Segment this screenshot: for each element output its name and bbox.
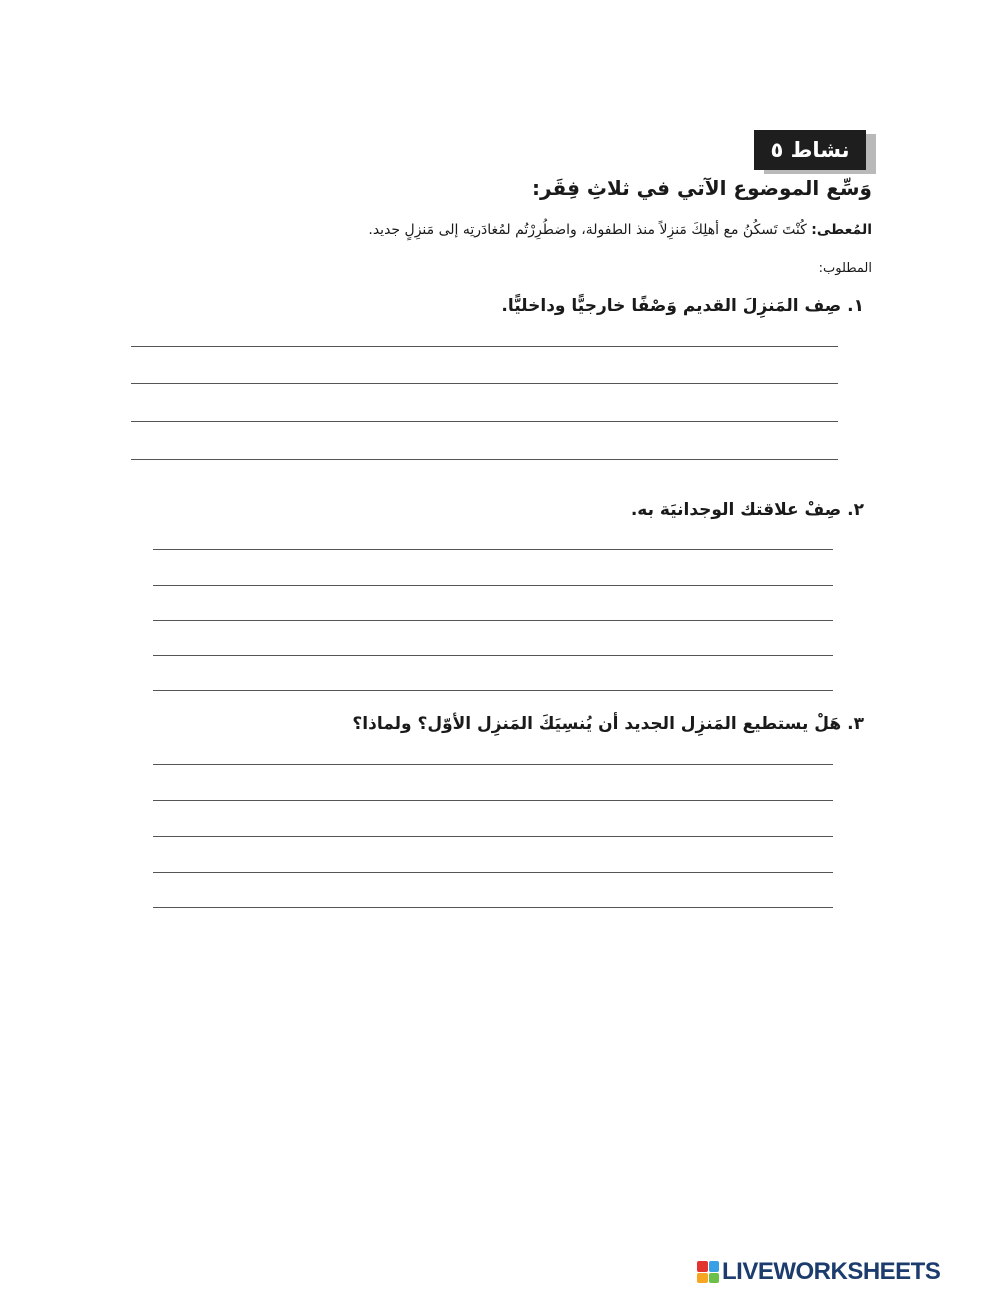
answer-line-q1-4[interactable] [131, 459, 838, 460]
answer-line-q1-2[interactable] [131, 383, 838, 384]
answer-line-q3-4[interactable] [153, 872, 833, 873]
answer-line-q2-1[interactable] [153, 549, 833, 550]
answer-line-q2-3[interactable] [153, 620, 833, 621]
question-3-text: هَلْ يستطيع المَنزِل الجديد أن يُنسِيَكَ المَنزِل الأوّل؟ ولماذا؟ [352, 714, 842, 734]
question-1 [501, 296, 864, 316]
question-3 [352, 714, 864, 734]
question-3-number: ٣. [847, 714, 864, 734]
given-label: المُعطى: [811, 222, 872, 238]
question-2-text: صِفْ علاقتك الوجدانيَة به. [630, 500, 842, 520]
answer-line-q3-3[interactable] [153, 836, 833, 837]
question-1-text: صِف المَنزِلَ القديم وَصْفًا خارجيًّا وداخليًّا. [501, 296, 842, 316]
answer-line-q2-5[interactable] [153, 690, 833, 691]
given-statement [368, 222, 872, 238]
required-label: المطلوب: [818, 261, 872, 276]
given-text: كُنْتَ تَسكُنُ مع أهلِكَ مَنزِلاً منذ الطفولة، واضطُرِرْتُم لمُغادَرتِه إلى مَنزِلٍ جديد. [368, 222, 807, 238]
answer-line-q1-3[interactable] [131, 421, 838, 422]
answer-line-q2-2[interactable] [153, 585, 833, 586]
liveworksheets-logo-icon [697, 1261, 719, 1283]
activity-badge: نشاط ٥ [754, 130, 866, 170]
answer-line-q2-4[interactable] [153, 655, 833, 656]
answer-line-q1-1[interactable] [131, 346, 838, 347]
logo-square-blue [709, 1261, 720, 1272]
answer-line-q3-2[interactable] [153, 800, 833, 801]
instruction-heading: وَسِّع الموضوع الآتي في ثلاثِ فِقَر: [532, 176, 872, 200]
answer-line-q3-1[interactable] [153, 764, 833, 765]
logo-text: LIVEWORKSHEETS [722, 1258, 941, 1285]
question-1-number: ١. [847, 296, 864, 316]
liveworksheets-logo [697, 1257, 994, 1287]
logo-square-orange [697, 1273, 708, 1284]
logo-square-green [709, 1273, 720, 1284]
question-2 [631, 500, 864, 520]
question-2-number: ٢. [847, 500, 864, 520]
answer-line-q3-5[interactable] [153, 907, 833, 908]
logo-square-red [697, 1261, 708, 1272]
